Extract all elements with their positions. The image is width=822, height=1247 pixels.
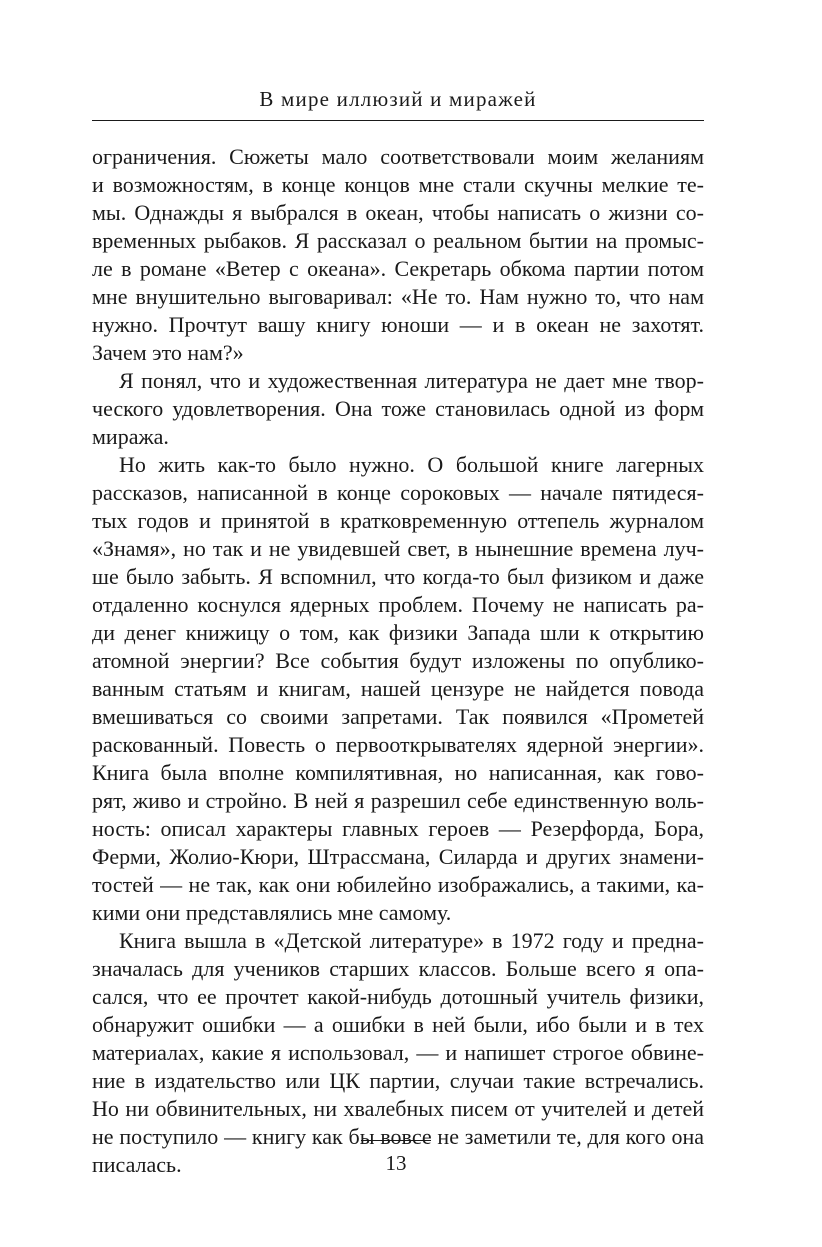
text-line: Я понял, что и художественная литература не дает мне твор- bbox=[119, 368, 704, 393]
text-line: нужно. Прочтут вашу книгу юноши — и в океан не захотят. bbox=[92, 312, 704, 337]
text-line: значалась для учеников старших классов. Больше всего я опа- bbox=[92, 956, 704, 981]
text-line: атомной энергии? Все события будут изложены по опублико- bbox=[92, 648, 704, 673]
text-line: миража. bbox=[92, 424, 169, 449]
text-line: писалась. bbox=[92, 1152, 182, 1177]
text-line: ограничения. Сюжеты мало соответствовали моим желаниям bbox=[92, 144, 704, 169]
text-line: Книга была вполне компилятивная, но написанная, как гово- bbox=[92, 760, 704, 785]
text-line: кими они представлялись мне самому. bbox=[92, 900, 452, 925]
text-line: материалах, какие я использовал, — и напишет строгое обвине- bbox=[92, 1040, 704, 1065]
text-line: не поступило — книгу как бы вовсе не заметили те, для кого она bbox=[92, 1124, 704, 1149]
text-line: ние в издательство или ЦК партии, случаи такие встречались. bbox=[92, 1068, 704, 1093]
text-line: сался, что ее прочтет какой-нибудь дотошный учитель физики, bbox=[92, 984, 704, 1009]
paragraph-3 bbox=[92, 451, 704, 927]
text-line: рассказов, написанной в конце сороковых — начале пятидеся- bbox=[92, 480, 704, 505]
text-line: отдаленно коснулся ядерных проблем. Почему не написать ра- bbox=[92, 592, 704, 617]
text-line: Но жить как-то было нужно. О большой книге лагерных bbox=[119, 452, 704, 477]
text-line: ность: описал характеры главных героев — Резерфорда, Бора, bbox=[92, 816, 704, 841]
text-line: мне внушительно выговаривал: «Не то. Нам нужно то, что нам bbox=[92, 284, 704, 309]
text-line: раскованный. Повесть о первооткрывателях ядерной энергии». bbox=[92, 732, 704, 757]
text-line: Зачем это нам?» bbox=[92, 340, 244, 365]
body-text bbox=[92, 143, 704, 1179]
text-line: Но ни обвинительных, ни хвалебных писем от учителей и детей bbox=[92, 1096, 704, 1121]
paragraph-2 bbox=[92, 367, 704, 451]
text-line: ческого удовлетворения. Она тоже становилась одной из форм bbox=[92, 396, 704, 421]
text-line: «Знамя», но так и не увидевшей свет, в нынешние времена луч- bbox=[92, 536, 704, 561]
running-header-title: В мире иллюзий и миражей bbox=[259, 87, 537, 111]
page-number: 13 bbox=[385, 1151, 407, 1175]
paragraph-4 bbox=[92, 927, 704, 1179]
text-line: мы. Однажды я выбрался в океан, чтобы написать о жизни со- bbox=[92, 200, 704, 225]
text-line: рят, живо и стройно. В ней я разрешил себе единственную воль- bbox=[92, 788, 704, 813]
text-line: Книга вышла в «Детской литературе» в 1972 году и предна- bbox=[119, 928, 704, 953]
paragraph-1 bbox=[92, 143, 704, 367]
header-rule bbox=[92, 120, 704, 121]
text-line: тостей — не так, как они юбилейно изображались, а такими, ка- bbox=[92, 872, 704, 897]
text-line: ди денег книжицу о том, как физики Запада шли к открытию bbox=[92, 620, 704, 645]
footer-rule bbox=[361, 1140, 431, 1141]
text-line: тых годов и принятой в кратковременную оттепель журналом bbox=[92, 508, 704, 533]
text-line: ше было забыть. Я вспомнил, что когда-то был физиком и даже bbox=[92, 564, 704, 589]
text-line: ванным статьям и книгам, нашей цензуре не найдется повода bbox=[92, 676, 704, 701]
text-line: обнаружит ошибки — а ошибки в ней были, ибо были и в тех bbox=[92, 1012, 704, 1037]
text-line: Ферми, Жолио-Кюри, Штрассмана, Силарда и других знамени- bbox=[92, 844, 704, 869]
text-line: ле в романе «Ветер с океана». Секретарь обкома партии потом bbox=[92, 256, 704, 281]
text-line: временных рыбаков. Я рассказал о реальном бытии на промыс- bbox=[92, 228, 704, 253]
text-line: и возможностям, в конце концов мне стали скучны мелкие те- bbox=[92, 172, 704, 197]
text-line: вмешиваться со своими запретами. Так появился «Прометей bbox=[92, 704, 704, 729]
